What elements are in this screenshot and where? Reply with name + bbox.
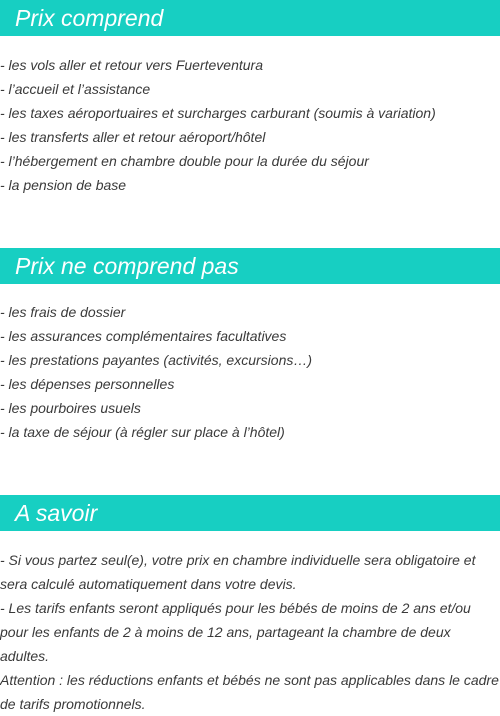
info-paragraph: Attention : les réductions enfants et bébés ne sont pas applicables dans le cadre de tarifs promotionnels. [0, 672, 499, 712]
section-title: A savoir [15, 500, 98, 526]
list-item: - l’hébergement en chambre double pour la durée du séjour [0, 153, 369, 169]
included-list [0, 53, 500, 197]
list-item: - les dépenses personnelles [0, 376, 175, 392]
list-item: - les vols aller et retour vers Fuerteventura [0, 57, 263, 73]
section-header-prix-comprend [0, 0, 500, 36]
section-title: Prix comprend [15, 5, 164, 31]
list-item: - les pourboires usuels [0, 400, 141, 416]
list-item: - les frais de dossier [0, 304, 126, 320]
list-item: - les transferts aller et retour aéroport/hôtel [0, 129, 266, 145]
section-title: Prix ne comprend pas [15, 253, 239, 279]
info-paragraph: - Si vous partez seul(e), votre prix en chambre individuelle sera obligatoire et sera calculé automatiquement dans votre devis. [0, 552, 476, 592]
list-item: - les assurances complémentaires facultatives [0, 328, 287, 344]
list-item: - la taxe de séjour (à régler sur place à l’hôtel) [0, 424, 285, 440]
list-item: - les taxes aéroportuaires et surcharges carburant (soumis à variation) [0, 105, 436, 121]
section-header-prix-ne-comprend-pas [0, 248, 500, 284]
section-header-a-savoir [0, 495, 500, 531]
list-item: - l’accueil et l’assistance [0, 81, 151, 97]
list-item: - la pension de base [0, 177, 127, 193]
not-included-list [0, 300, 500, 444]
list-item: - les prestations payantes (activités, excursions…) [0, 352, 313, 368]
info-paragraph: - Les tarifs enfants seront appliqués pour les bébés de moins de 2 ans et/ou pour les enfants de 2 à moins de 12 ans, partageant la chambre de deux adultes. [0, 600, 471, 664]
